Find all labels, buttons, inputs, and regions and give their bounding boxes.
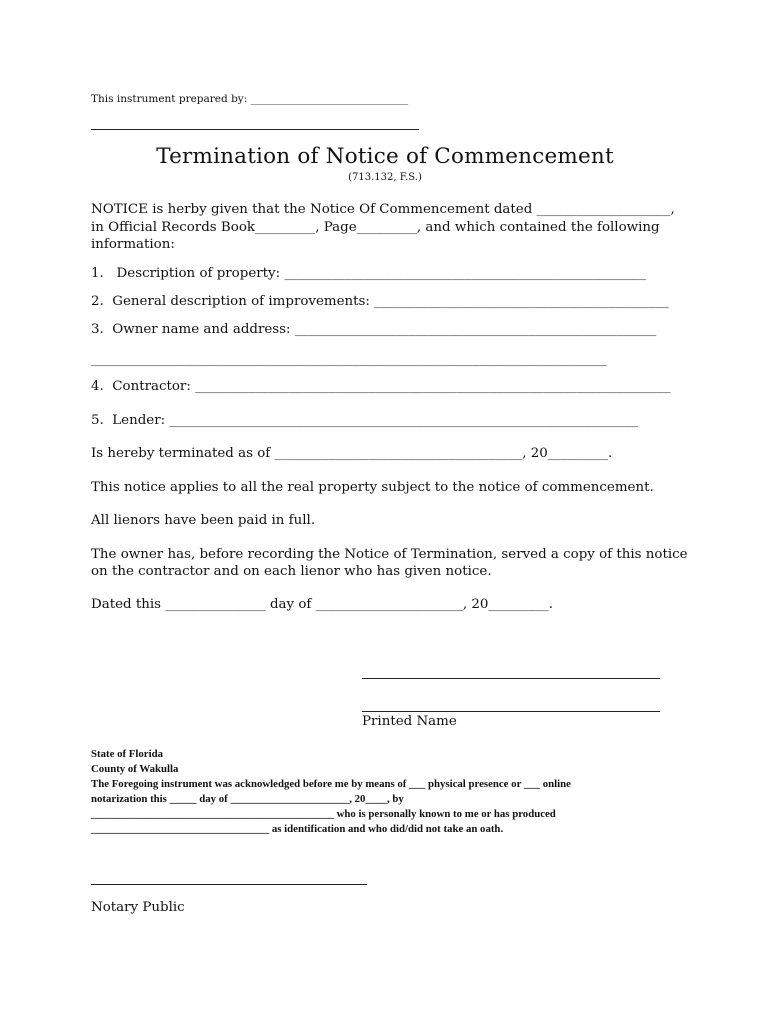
signature-line — [362, 678, 660, 679]
statute-reference: (713.132, F.S.) — [348, 172, 422, 183]
notary-acknowledgment-line-4: _________________________________ as identification and who did/did not take an oath. — [91, 823, 504, 835]
printed-name-label: Printed Name — [362, 714, 457, 729]
lienors-paid-statement: All lienors have been paid in full. — [91, 513, 316, 528]
item-contractor: 4. Contractor: _______________________________________________________________________ — [91, 379, 671, 394]
notary-acknowledgment-line-2: notarization this _____ day of ______________________, 20____, by — [91, 793, 404, 805]
intro-line-2: in Official Records Book_________, Page_________, and which contained the following — [91, 220, 660, 235]
preparer-address-line — [91, 129, 419, 130]
intro-line-3: information: — [91, 237, 175, 252]
item-owner-name-address: 3. Owner name and address: ______________________________________________________ — [91, 322, 657, 337]
prepared-by-line: This instrument prepared by: ______________________________ — [91, 93, 409, 105]
intro-line-1: NOTICE is herby given that the Notice Of Commencement dated ____________________, — [91, 202, 675, 217]
applies-statement: This notice applies to all the real property subject to the notice of commencement. — [91, 480, 654, 495]
printed-name-line — [362, 711, 660, 712]
notary-signature-line — [91, 884, 367, 885]
notary-acknowledgment-line-3: _____________________________________________ who is personally known to me or has produced — [91, 808, 556, 820]
notary-county: County of Wakulla — [91, 763, 179, 775]
notary-state: State of Florida — [91, 748, 163, 760]
item-lender: 5. Lender: ______________________________________________________________________ — [91, 413, 639, 428]
notary-acknowledgment-line-1: The Foregoing instrument was acknowledged before me by means of ___ physical presence or ___ online — [91, 778, 571, 790]
dated-line: Dated this _______________ day of ______________________, 20_________. — [91, 597, 553, 612]
document-title: Termination of Notice of Commencement — [156, 144, 614, 169]
terminated-as-of-line: Is hereby terminated as of _____________________________________, 20_________. — [91, 446, 613, 461]
item-description-of-property: 1. Description of property: ______________________________________________________ — [91, 266, 646, 281]
notary-public-label: Notary Public — [91, 900, 185, 915]
served-statement-line-1: The owner has, before recording the Notice of Termination, served a copy of this notice — [91, 547, 688, 562]
item-owner-continuation-line: _____________________________________________________________________________ — [91, 352, 607, 367]
item-general-description: 2. General description of improvements: ____________________________________________ — [91, 294, 669, 309]
served-statement-line-2: on the contractor and on each lienor who has given notice. — [91, 564, 492, 579]
